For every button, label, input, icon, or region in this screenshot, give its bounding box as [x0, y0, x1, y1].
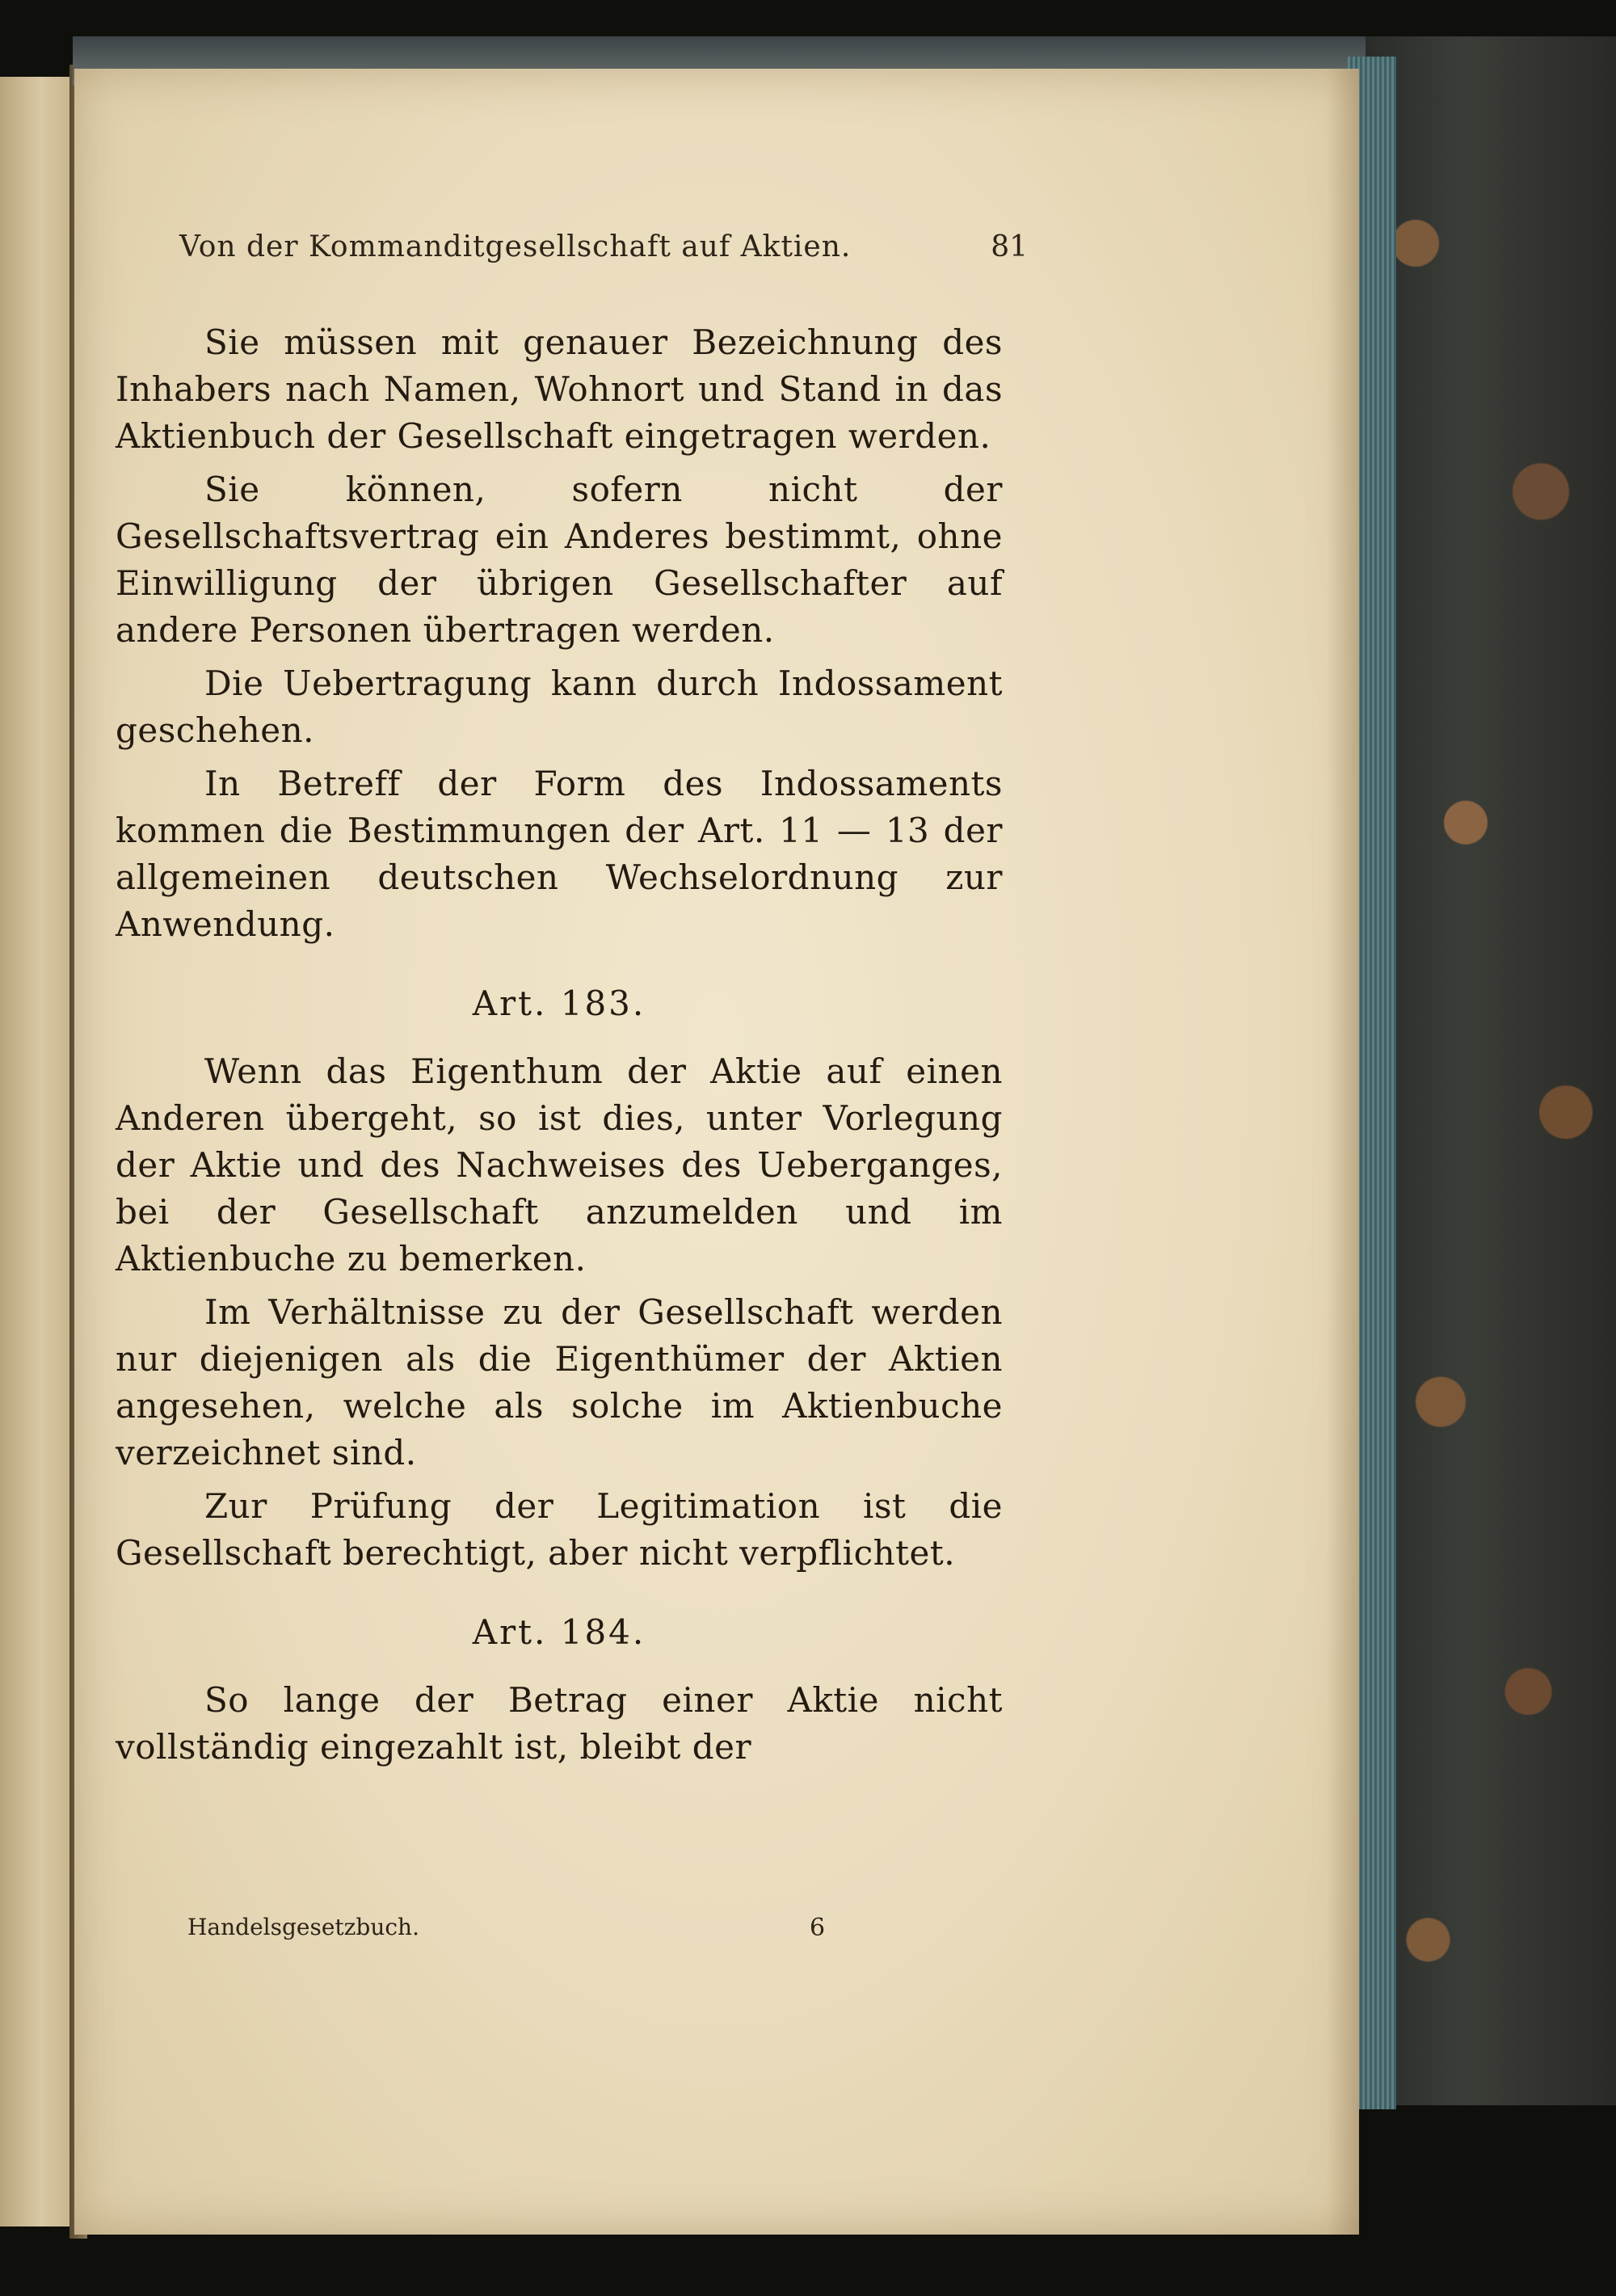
paragraph: So lange der Betrag einer Aktie nicht vollständig eingezahlt ist, bleibt der [116, 1680, 1003, 1767]
paragraph: Sie müssen mit genauer Bezeichnung des Inhabers nach Namen, Wohnort und Stand in das Aktienbuch der Gesellschaft eingetragen werden. [116, 322, 1003, 456]
running-head-title: Von der Kommanditgesellschaft auf Aktien. [179, 230, 852, 263]
paragraph: Im Verhältnisse zu der Gesellschaft werden nur diejenigen als die Eigenthümer der Aktien angesehen, welche als solche im Aktienbuche verzeichnet sind. [116, 1292, 1003, 1472]
paragraph: Wenn das Eigenthum der Aktie auf einen Anderen übergeht, so ist dies, unter Vorlegung der Aktie und des Nachweises des Ueberganges, bei der Gesellschaft anzumelden und im Aktienbuche zu bemerken. [116, 1051, 1003, 1279]
article-heading: Art. 184. [472, 1612, 646, 1652]
previous-page-edge [0, 77, 74, 2226]
sheet-number: 6 [810, 1914, 826, 1942]
article-heading: Art. 183. [472, 984, 646, 1023]
running-head [179, 230, 1028, 271]
paragraph: Sie können, sofern nicht der Gesellschaftsvertrag ein Anderes bestimmt, ohne Einwilligung der übrigen Gesellschafter auf andere Personen übertragen werden. [116, 470, 1003, 650]
marbled-cover [1366, 36, 1616, 2105]
paragraph: Die Uebertragung kann durch Indossament geschehen. [116, 664, 1003, 750]
footer-signature: Handelsgesetzbuch. [187, 1914, 419, 1940]
paragraph: Zur Prüfung der Legitimation ist die Gesellschaft berechtigt, aber nicht verpflichtet. [116, 1486, 1003, 1573]
page-body [116, 319, 1003, 1777]
paragraph: In Betreff der Form des Indossaments kommen die Bestimmungen der Art. 11 — 13 der allgemeinen deutschen Wechselordnung zur Anwendung. [116, 764, 1003, 944]
page-number: 81 [991, 230, 1028, 263]
